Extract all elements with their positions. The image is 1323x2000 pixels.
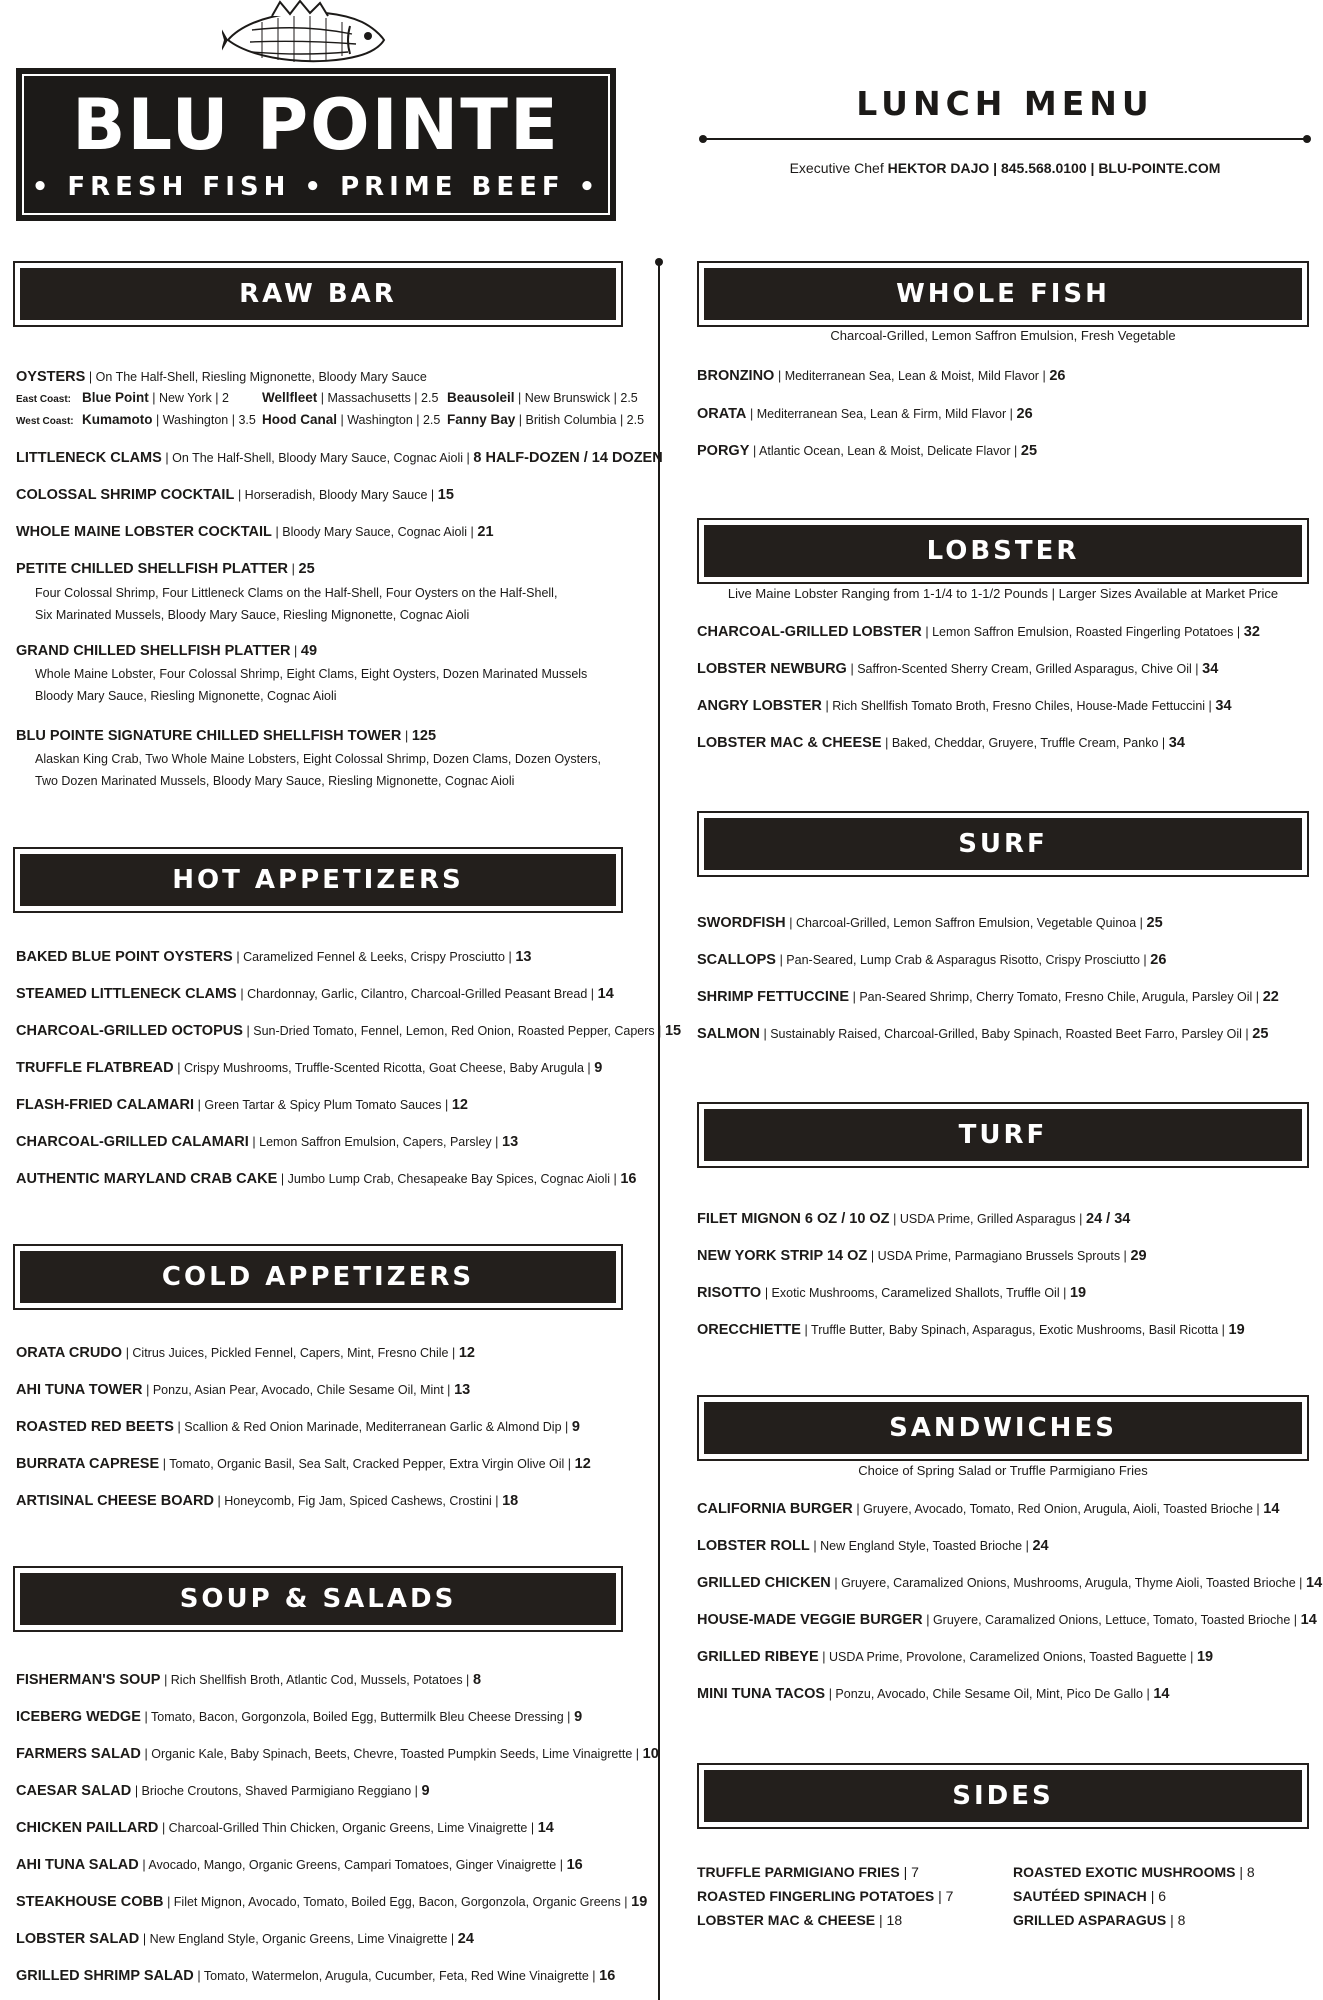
section-title: HOT APPETIZERS [172,865,464,895]
item-desc: | Charcoal-Grilled, Lemon Saffron Emulsion, Vegetable Quinoa | [789,916,1143,930]
item-desc: | On The Half-Shell, Bloody Mary Sauce, Cognac Aioli | [165,451,470,465]
section-header-hot-appetizers [18,852,618,908]
item-price: | 8 [1239,1864,1255,1880]
item-name: LOBSTER SALAD [16,1931,140,1947]
item-desc: | Brioche Croutons, Shaved Parmigiano Reggiano | [134,1784,418,1798]
item-price: | 7 [938,1888,954,1904]
oyster-variety [447,390,638,405]
menu-item [697,734,1185,752]
item-name: PETITE CHILLED SHELLFISH PLATTER [16,561,289,577]
menu-item [697,914,1163,932]
menu-item [16,1418,580,1436]
oyster-info: | New Brunswick | 2.5 [518,391,638,405]
item-desc: | Pan-Seared, Lump Crab & Asparagus Risotto, Crispy Prosciutto | [779,953,1147,967]
item-price: 14 [1263,1501,1280,1517]
item-price: 12 [451,1097,468,1113]
item-price: 16 [620,1171,637,1187]
fish-icon [222,0,392,75]
item-name: GRAND CHILLED SHELLFISH PLATTER [16,643,291,659]
item-price: 25 [298,561,315,577]
item-name: OYSTERS [16,369,86,385]
menu-item [697,1500,1279,1518]
item-desc: | Pan-Seared Shrimp, Cherry Tomato, Fresno Chile, Arugula, Parsley Oil | [852,990,1260,1004]
menu-item [16,1492,518,1510]
item-desc: | Sustainably Raised, Charcoal-Grilled, Baby Spinach, Roasted Beet Farro, Parsley Oil | [763,1027,1249,1041]
item-name: LOBSTER ROLL [697,1538,810,1554]
item-desc: | Charcoal-Grilled Thin Chicken, Organic Greens, Lime Vinaigrette | [161,1821,535,1835]
oyster-variety [262,390,447,405]
item-name: ANGRY LOBSTER [697,698,822,714]
item-name: ORATA [697,406,747,422]
item-desc: | Green Tartar & Spicy Plum Tomato Sauces | [197,1098,449,1112]
oyster-info: | Washington | 2.5 [340,413,441,427]
item-desc: | Chardonnay, Garlic, Cilantro, Charcoal-Grilled Peasant Bread | [240,987,594,1001]
section-header-whole-fish [702,266,1304,322]
item-desc: | Atlantic Ocean, Lean & Moist, Delicate Flavor | [753,444,1018,458]
item-desc: | Ponzu, Avocado, Chile Sesame Oil, Mint, Pico De Gallo | [828,1687,1150,1701]
item-name: FARMERS SALAD [16,1746,141,1762]
menu-item [697,951,1166,969]
oyster-name: Kumamoto [82,412,153,427]
item-name: HOUSE-MADE VEGGIE BURGER [697,1612,923,1628]
menu-item [697,697,1232,715]
item-name: GRILLED SHRIMP SALAD [16,1968,194,1984]
item-desc: | Lemon Saffron Emulsion, Capers, Parsley | [252,1135,499,1149]
item-name: STEAKHOUSE COBB [16,1894,164,1910]
item-price: 19 [1069,1285,1087,1301]
menu-item [16,486,454,504]
section-header-surf [702,816,1304,872]
section-title: COLD APPETIZERS [161,1262,475,1292]
chef-contact [700,160,1310,176]
menu-item [16,1893,647,1911]
item-desc: | Organic Kale, Baby Spinach, Beets, Chevre, Toasted Pumpkin Seeds, Lime Vinaigrette | [144,1747,640,1761]
item-name: MINI TUNA TACOS [697,1686,826,1702]
menu-item [697,1025,1268,1043]
item-name: SWORDFISH [697,915,786,931]
section-header-lobster [702,523,1304,579]
item-desc: | Tomato, Watermelon, Arugula, Cucumber, Feta, Red Wine Vinaigrette | [197,1969,596,1983]
menu-item [16,1096,468,1114]
item-name: COLOSSAL SHRIMP COCKTAIL [16,487,235,503]
item-desc: | Mediterranean Sea, Lean & Moist, Mild Flavor | [777,369,1046,383]
side-item [697,1912,902,1928]
oyster-info: | New York | 2 [152,391,229,405]
menu-item [697,1321,1245,1339]
item-price: 13 [502,1134,519,1150]
menu-item [16,985,614,1003]
item-desc: | Rich Shellfish Broth, Atlantic Cod, Mussels, Potatoes | [164,1673,470,1687]
item-desc: | Mediterranean Sea, Lean & Firm, Mild Flavor | [750,407,1013,421]
item-price: 8 [472,1672,482,1688]
item-desc: | Gruyere, Caramalized Onions, Mushrooms, Arugula, Thyme Aioli, Toasted Brioche | [834,1576,1303,1590]
item-name: STEAMED LITTLENECK CLAMS [16,986,237,1002]
menu-item [697,1611,1317,1629]
item-desc: | Gruyere, Avocado, Tomato, Red Onion, Arugula, Aioli, Toasted Brioche | [856,1502,1260,1516]
oyster-info: | British Columbia | 2.5 [518,413,645,427]
side-item [1013,1912,1185,1928]
section-header-turf [702,1107,1304,1163]
item-name: CHARCOAL-GRILLED LOBSTER [697,624,922,640]
item-price: 24 / 34 [1086,1211,1131,1227]
chef-name: HEKTOR DAJO | 845.568.0100 | BLU-POINTE.COM [887,160,1221,176]
menu-item [16,1967,615,1985]
item-name: LOBSTER NEWBURG [697,661,847,677]
oyster-variety [82,390,262,405]
item-desc: | USDA Prime, Provolone, Caramelized Onions, Toasted Baguette | [822,1650,1194,1664]
oyster-info: | Massachusetts | 2.5 [320,391,439,405]
item-name: SAUTÉED SPINACH [1013,1888,1147,1904]
item-price: | 8 [1170,1912,1186,1928]
item-desc: | Tomato, Organic Basil, Sea Salt, Cracked Pepper, Extra Virgin Olive Oil | [162,1457,572,1471]
section-header-raw-bar [18,266,618,322]
item-desc: | Sun-Dried Tomato, Fennel, Lemon, Red Onion, Roasted Pepper, Capers | [246,1024,662,1038]
item-name: GRILLED RIBEYE [697,1649,819,1665]
item-desc: | Scallion & Red Onion Marinade, Mediterranean Garlic & Almond Dip | [177,1420,569,1434]
item-price: 14 [597,986,614,1002]
oyster-name: Wellfleet [262,390,318,405]
section-header-sides [702,1768,1304,1824]
item-price: 14 [1153,1686,1170,1702]
item-name: BLU POINTE SIGNATURE CHILLED SHELLFISH TOWER [16,728,402,744]
item-price: 25 [1020,443,1038,459]
item-desc: | New England Style, Toasted Brioche | [813,1539,1029,1553]
item-price: 24 [1032,1538,1049,1554]
menu-item [697,1685,1169,1703]
item-name: WHOLE MAINE LOBSTER COCKTAIL [16,524,272,540]
item-price: 12 [458,1345,475,1361]
menu-item [697,623,1260,641]
item-name: AHI TUNA SALAD [16,1857,139,1873]
item-desc: | Honeycomb, Fig Jam, Spiced Cashews, Crostini | [217,1494,499,1508]
item-name: FISHERMAN'S SOUP [16,1672,161,1688]
item-name: CHICKEN PAILLARD [16,1820,159,1836]
menu-item [16,560,315,578]
section-note: Charcoal-Grilled, Lemon Saffron Emulsion, Fresh Vegetable [830,328,1176,343]
item-price: 22 [1262,989,1279,1005]
section-note: Live Maine Lobster Ranging from 1-1/4 to 1-1/2 Pounds | Larger Sizes Available at Market Price [727,586,1279,601]
menu-item [697,1537,1049,1555]
item-price: | 6 [1150,1888,1166,1904]
item-desc: | Lemon Saffron Emulsion, Roasted Fingerling Potatoes | [925,625,1241,639]
item-price: 34 [1202,661,1219,677]
section-header-soup-salads [18,1571,618,1627]
item-desc: | USDA Prime, Grilled Asparagus | [893,1212,1083,1226]
menu-item [697,405,1033,423]
menu-item [16,727,436,745]
menu-item [697,988,1279,1006]
item-price: 16 [566,1857,583,1873]
item-price: 49 [300,643,318,659]
item-name: TRUFFLE PARMIGIANO FRIES [697,1864,900,1880]
item-price: 9 [421,1783,430,1799]
item-price: 9 [574,1709,583,1725]
item-name: ROASTED FINGERLING POTATOES [697,1888,935,1904]
menu-item [16,1671,481,1689]
item-name: CHARCOAL-GRILLED OCTOPUS [16,1023,243,1039]
item-desc: | Caramelized Fennel & Leeks, Crispy Prosciutto | [236,950,512,964]
menu-item [697,660,1218,678]
item-price: 26 [1049,368,1066,384]
item-name: BURRATA CAPRESE [16,1456,160,1472]
item-price: 26 [1016,406,1033,422]
item-price: 8 HALF-DOZEN / 14 DOZEN [473,450,663,466]
item-name: ROASTED RED BEETS [16,1419,174,1435]
item-price: 125 [411,728,437,744]
item-name: LITTLENECK CLAMS [16,450,162,466]
section-title: SURF [958,829,1048,859]
item-desc: | Tomato, Bacon, Gorgonzola, Boiled Egg, Buttermilk Bleu Cheese Dressing | [144,1710,571,1724]
section-title: LOBSTER [926,536,1080,566]
menu-item [16,1059,602,1077]
menu-item [697,442,1037,460]
item-name: ICEBERG WEDGE [16,1709,141,1725]
oyster-name: Fanny Bay [447,412,516,427]
section-title: SIDES [952,1781,1054,1811]
brand-logo [16,68,616,221]
brand-name: BLU POINTE [72,84,560,166]
item-price: 13 [454,1382,471,1398]
item-price: 19 [1196,1649,1214,1665]
item-price: 9 [594,1060,603,1076]
oyster-name: Beausoleil [447,390,515,405]
section-title: RAW BAR [239,279,397,309]
item-desc: | Jumbo Lump Crab, Chesapeake Bay Spices, Cognac Aioli | [280,1172,617,1186]
item-name: RISOTTO [697,1285,762,1301]
item-desc: | [404,729,409,743]
item-detail-line: Whole Maine Lobster, Four Colossal Shrimp, Eight Clams, Eight Oysters, Dozen Marinated Mussels [35,667,588,681]
item-desc: | Exotic Mushrooms, Caramelized Shallots, Truffle Oil | [764,1286,1067,1300]
menu-item [16,1381,470,1399]
menu-item [16,1745,659,1763]
item-desc: | On The Half-Shell, Riesling Mignonette, Bloody Mary Sauce [88,370,427,384]
item-price: | 18 [879,1912,903,1928]
chef-prefix: Executive Chef [789,160,884,176]
item-name: AHI TUNA TOWER [16,1382,143,1398]
item-price: 12 [574,1456,591,1472]
menu-item [697,1247,1147,1265]
item-desc: | Baked, Cheddar, Gruyere, Truffle Cream, Panko | [885,736,1166,750]
item-price: 18 [502,1493,519,1509]
item-price: 10 [642,1746,659,1762]
item-desc: | Gruyere, Caramalized Onions, Lettuce, Tomato, Toasted Brioche | [926,1613,1298,1627]
item-price: 19 [631,1894,648,1910]
item-name: AUTHENTIC MARYLAND CRAB CAKE [16,1171,278,1187]
oyster-name: Blue Point [82,390,149,405]
item-name: CALIFORNIA BURGER [697,1501,853,1517]
item-price: 21 [477,524,494,540]
item-desc: | Saffron-Scented Sherry Cream, Grilled Asparagus, Chive Oil | [850,662,1199,676]
oyster-variety [447,412,644,427]
item-desc: | USDA Prime, Parmagiano Brussels Sprouts | [870,1249,1127,1263]
side-item [697,1864,919,1880]
menu-item [16,1133,518,1151]
item-name: BAKED BLUE POINT OYSTERS [16,949,233,965]
item-price: 15 [437,487,454,503]
oyster-info: | Washington | 3.5 [155,413,256,427]
item-name: CAESAR SALAD [16,1783,132,1799]
item-price: 16 [599,1968,616,1984]
item-name: SCALLOPS [697,952,776,968]
menu-item [697,1574,1322,1592]
item-name: GRILLED ASPARAGUS [1013,1912,1167,1928]
item-price: 32 [1243,624,1260,640]
menu-item [16,1930,474,1948]
item-desc: | Horseradish, Bloody Mary Sauce | [237,488,435,502]
section-note: Choice of Spring Salad or Truffle Parmigiano Fries [858,1463,1148,1478]
item-name: ARTISINAL CHEESE BOARD [16,1493,214,1509]
oyster-name: Hood Canal [262,412,338,427]
item-name: BRONZINO [697,368,775,384]
menu-item [16,642,317,660]
section-header-sandwiches [702,1400,1304,1456]
item-name: FILET MIGNON 6 OZ / 10 OZ [697,1211,890,1227]
item-price: 25 [1252,1026,1269,1042]
oyster-row-east [16,390,638,405]
item-name: NEW YORK STRIP 14 OZ [697,1248,868,1264]
item-detail-line: Alaskan King Crab, Two Whole Maine Lobsters, Eight Colossal Shrimp, Dozen Clams, Dozen Oysters, [35,752,601,766]
item-price: 29 [1130,1248,1147,1264]
menu-item [697,367,1065,385]
item-detail-line: Six Marinated Mussels, Bloody Mary Sauce, Riesling Mignonette, Cognac Aioli [35,608,470,622]
menu-item [16,449,663,467]
section-title: WHOLE FISH [896,279,1110,309]
item-name: TRUFFLE FLATBREAD [16,1060,174,1076]
item-desc: | Ponzu, Asian Pear, Avocado, Chile Sesame Oil, Mint | [146,1383,451,1397]
item-price: 34 [1215,698,1232,714]
menu-title: LUNCH MENU [856,84,1154,123]
item-price: 14 [1300,1612,1317,1628]
item-name: ORECCHIETTE [697,1322,801,1338]
item-desc: | Citrus Juices, Pickled Fennel, Capers, Mint, Fresno Chile | [125,1346,456,1360]
section-title: TURF [958,1120,1048,1150]
item-name: ORATA CRUDO [16,1345,123,1361]
item-price: 14 [1306,1575,1323,1591]
item-price: 15 [664,1023,682,1039]
side-item [1013,1864,1255,1880]
side-item [697,1888,953,1904]
item-name: GRILLED CHICKEN [697,1575,831,1591]
menu-item [16,1170,637,1188]
side-item [1013,1888,1166,1904]
item-desc: | Crispy Mushrooms, Truffle-Scented Ricotta, Goat Cheese, Baby Arugula | [177,1061,591,1075]
brand-tagline: • FRESH FISH • PRIME BEEF • [31,172,601,202]
menu-item [16,948,531,966]
menu-item [16,1708,582,1726]
item-name: CHARCOAL-GRILLED CALAMARI [16,1134,249,1150]
oyster-row-west [16,412,644,427]
coast-label: East Coast: [16,394,72,405]
item-price: 34 [1168,735,1185,751]
menu-item [16,1344,475,1362]
oyster-variety [262,412,447,427]
menu-item [697,1284,1086,1302]
item-name: LOBSTER MAC & CHEESE [697,1912,876,1928]
section-title: SANDWICHES [889,1413,1117,1443]
item-name: ROASTED EXOTIC MUSHROOMS [1013,1864,1236,1880]
item-name: SALMON [697,1026,760,1042]
item-detail-line: Four Colossal Shrimp, Four Littleneck Clams on the Half-Shell, Four Oysters on the Half-Shell, [35,586,558,600]
section-header-cold-appetizers [18,1249,618,1305]
item-price: 19 [1228,1322,1245,1338]
item-desc: | Truffle Butter, Baby Spinach, Asparagus, Exotic Mushrooms, Basil Ricotta | [804,1323,1225,1337]
menu-item [16,523,494,541]
menu-item [16,368,427,386]
menu-item [16,1782,430,1800]
menu-item [16,1455,591,1473]
menu-item [697,1648,1213,1666]
item-name: FLASH-FRIED CALAMARI [16,1097,195,1113]
item-price: | 7 [903,1864,919,1880]
item-detail-line: Bloody Mary Sauce, Riesling Mignonette, Cognac Aioli [35,689,337,703]
item-desc: | Avocado, Mango, Organic Greens, Campari Tomatoes, Ginger Vinaigrette | [142,1858,563,1872]
item-desc: | [291,562,295,576]
item-name: PORGY [697,443,750,459]
item-detail-line: Two Dozen Marinated Mussels, Bloody Mary Sauce, Riesling Mignonette, Cognac Aioli [35,774,515,788]
menu-item [697,1210,1130,1228]
section-title: SOUP & SALADS [179,1584,457,1614]
menu-item [16,1856,583,1874]
item-price: 14 [537,1820,554,1836]
item-desc: | Filet Mignon, Avocado, Tomato, Boiled Egg, Bacon, Gorgonzola, Organic Greens | [167,1895,628,1909]
item-price: 24 [457,1931,474,1947]
item-name: SHRIMP FETTUCCINE [697,989,849,1005]
item-price: 13 [515,949,532,965]
title-divider [703,138,1307,140]
menu-item [16,1819,554,1837]
coast-label: West Coast: [16,416,74,427]
item-desc: | New England Style, Organic Greens, Lime Vinaigrette | [142,1932,455,1946]
item-price: 9 [571,1419,580,1435]
oyster-variety [82,412,262,427]
item-desc: | Bloody Mary Sauce, Cognac Aioli | [275,525,474,539]
item-price: 26 [1150,952,1167,968]
item-desc: | Rich Shellfish Tomato Broth, Fresno Chiles, House-Made Fettuccini | [825,699,1212,713]
item-price: 25 [1146,915,1163,931]
item-desc: | [294,644,298,658]
column-divider [658,262,660,2000]
item-name: LOBSTER MAC & CHEESE [697,735,882,751]
menu-item [16,1022,681,1040]
